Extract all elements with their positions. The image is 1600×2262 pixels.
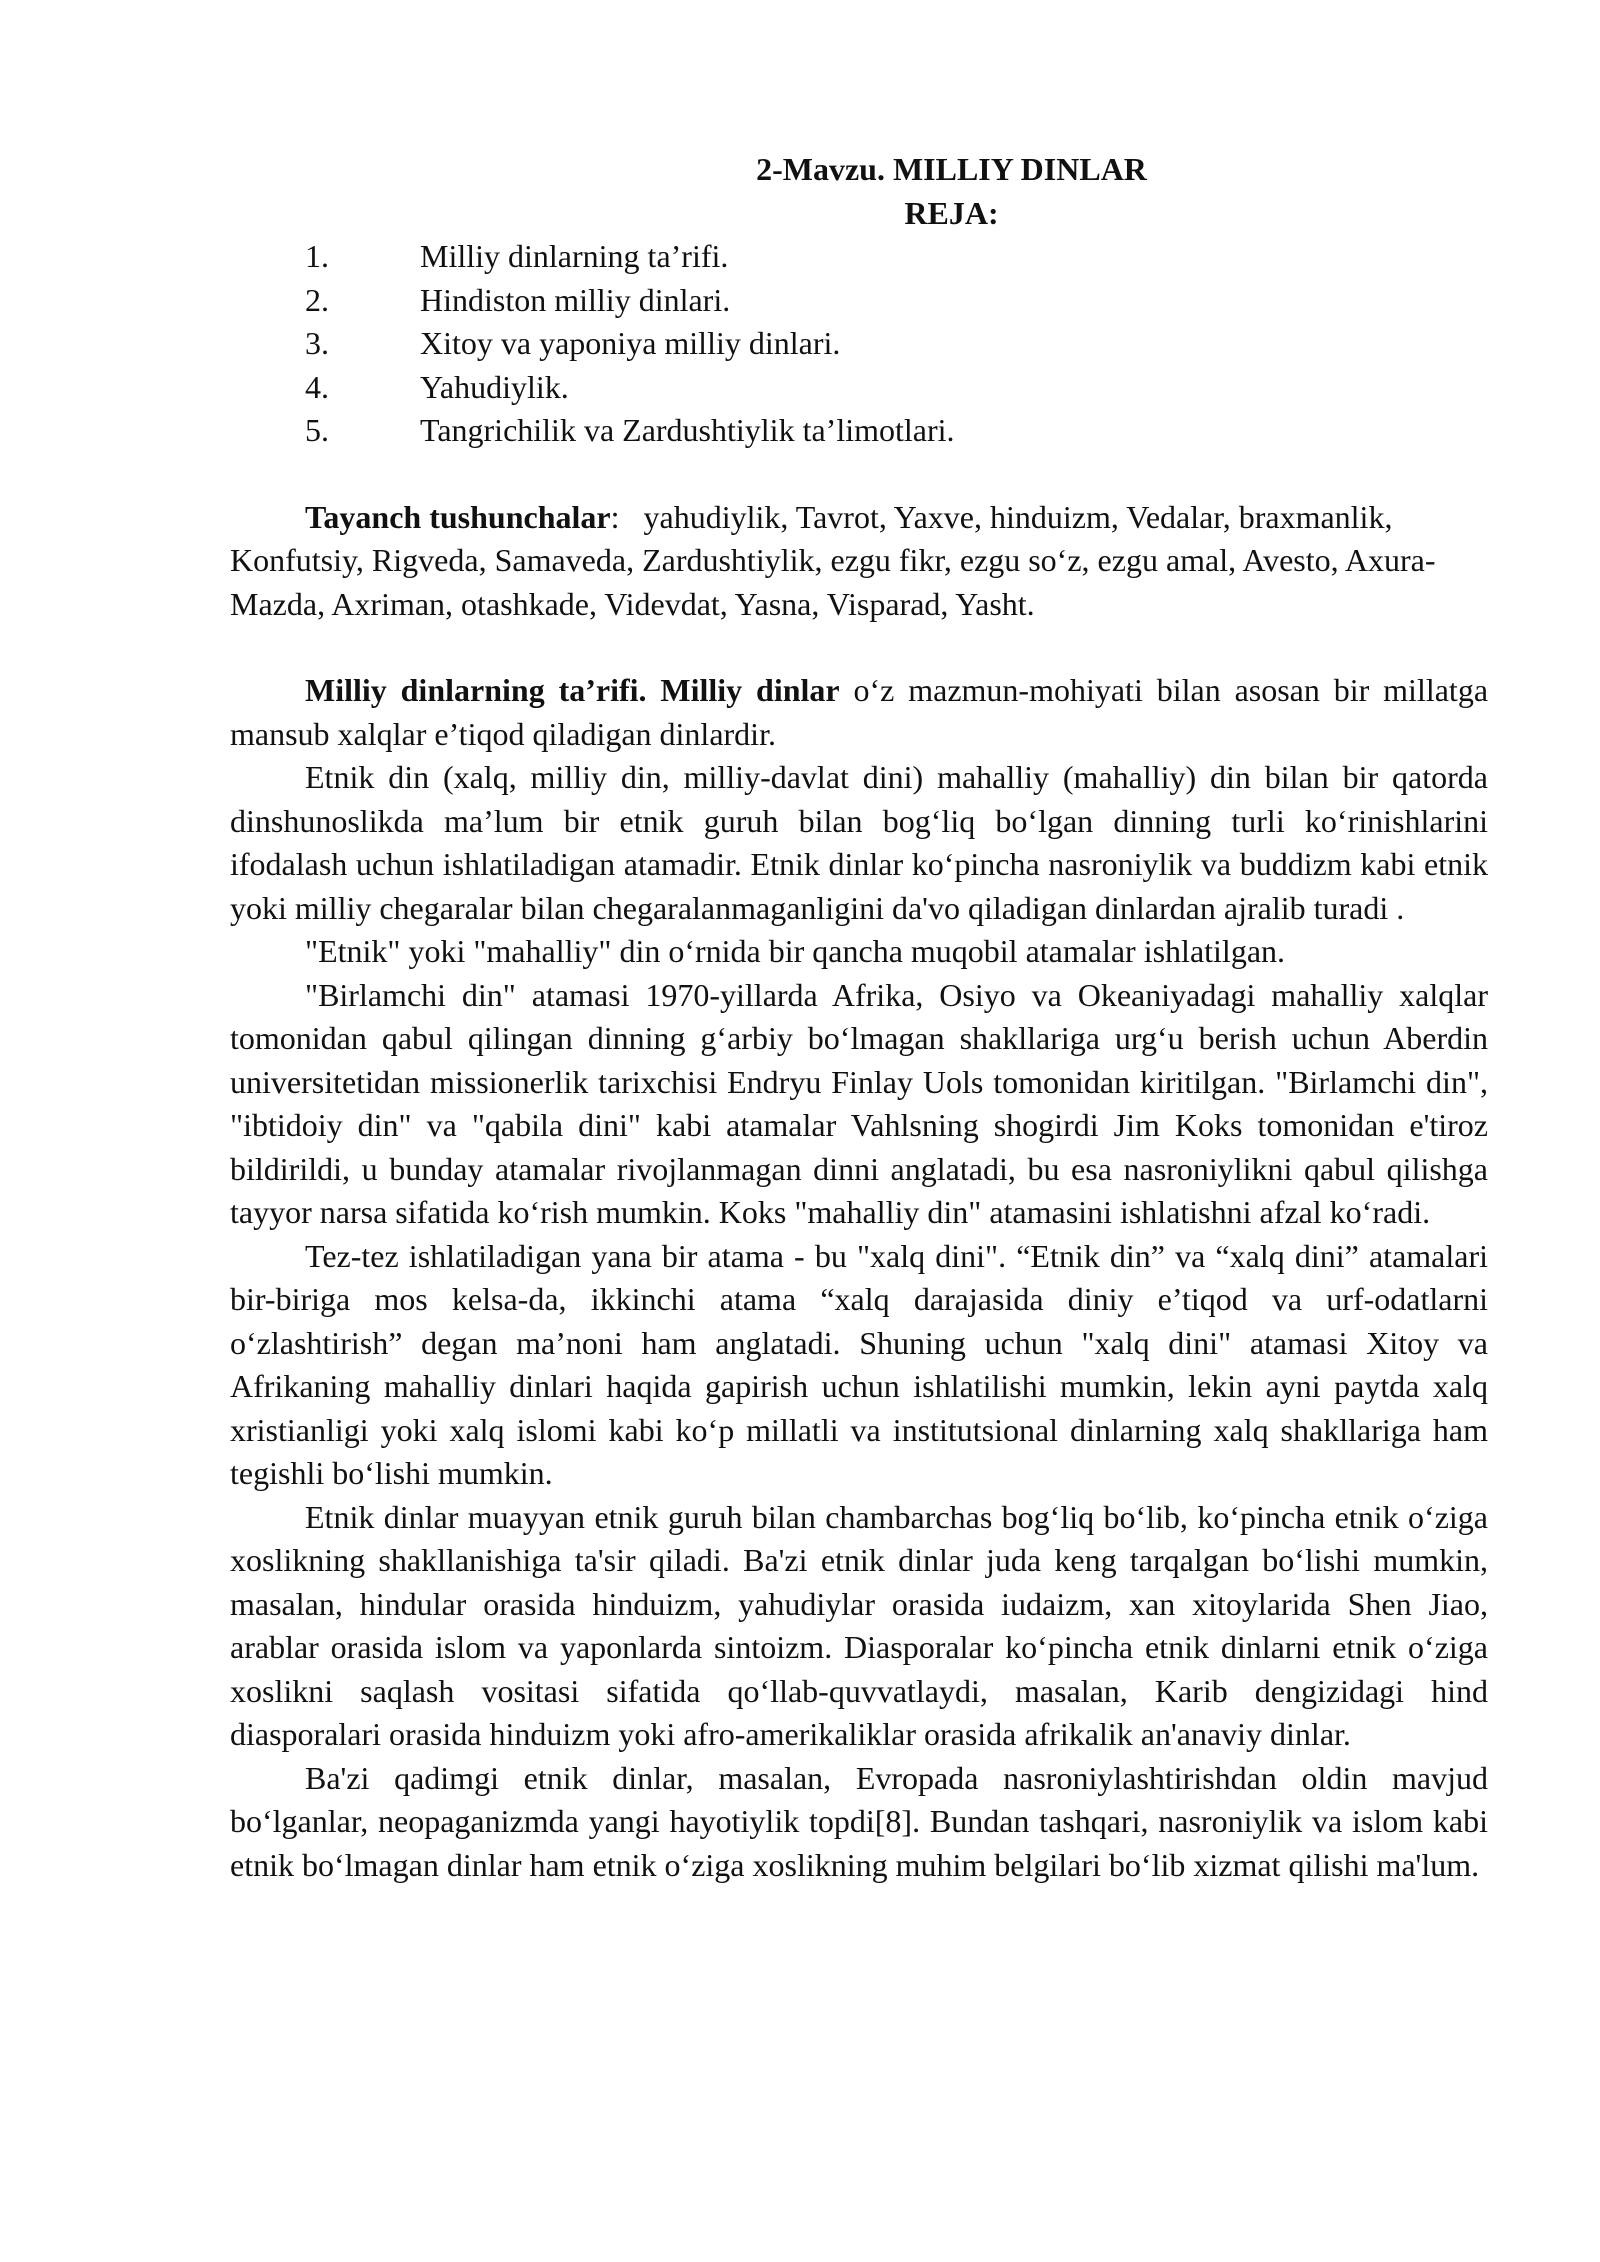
term-bold: Milliy dinlar [660,672,840,708]
list-item: 4. Yahudiylik. [305,368,569,405]
body-paragraph: Ba'zi qadimgi etnik dinlar, masalan, Evropada nasroniylashtirishdan oldin mavjud bo‘lganlar, neopaganizmda yangi hayotiylik topdi[8]. Bundan tashqari, nasroniylik va islom kabi etnik bo‘lmagan dinlar ham etnik o‘ziga xoslikning muhim belgilari bo‘lib xizmat qilishi ma'lum. [230,1759,1488,1883]
section-heading: Milliy dinlarning ta’rifi. [305,672,647,708]
list-item: 3. Xitoy va yaponiya milliy dinlari. [305,325,841,361]
document-title: 2-Mavzu. MILLIY DINLAR [756,151,1147,187]
intro-paragraph: Milliy dinlarning ta’rifi. Milliy dinlar o‘z mazmun-mohiyati bilan asosan bir millatga mansub xalqlar e’tiqod qiladigan dinlardir. [230,672,1489,752]
body-paragraph: Etnik din (xalq, milliy din, milliy-davlat dini) mahalliy (mahalliy) din bilan bir qatorda dinshunoslikda ma’lum bir etnik guruh bilan bog‘liq bo‘lgan dinning turli ko‘rinishlarini ifodalash uchun ishlatiladigan atamadir. Etnik dinlar ko‘pincha nasroniylik va buddizm kabi etnik yoki milliy chegaralar bilan chegaralanmaganligini da'vo qiladigan dinlardan ajralib turadi . [230,759,1488,926]
body-paragraph: "Etnik" yoki "mahalliy" din o‘rnida bir qancha muqobil atamalar ishlatilgan. [305,933,1286,969]
document-page [230,148,1488,1887]
keywords-label: Tayanch tushunchalar [305,498,611,535]
keywords-paragraph: Tayanch tushunchalar: yahudiylik, Tavrot, Yaxve, hinduizm, Vedalar, braxmanlik, Konfutsiy, Rigveda, Samaveda, Zardushtiylik, ezgu fikr, ezgu so‘z, ezgu amal, Avesto, Axura-Mazda, Axriman, otashkade, Videvdat, Yasna, Visparad, Yasht. [230,498,1436,622]
keywords-text: yahudiylik, Tavrot, Yaxve, hinduizm, Vedalar, braxmanlik, Konfutsiy, Rigveda, Samaveda, Zardushtiylik, ezgu fikr, ezgu so‘z, ezgu amal, Avesto, Axura-Mazda, Axriman, otashkade, Videvdat, Yasna, Visparad, Yasht. [230,498,1436,622]
body-paragraph: Etnik dinlar muayyan etnik guruh bilan chambarchas bog‘liq bo‘lib, ko‘pincha etnik o‘ziga xoslikning shakllanishiga ta'sir qiladi. Ba'zi etnik dinlar juda keng tarqalgan bo‘lishi mumkin, masalan, hindular orasida hinduizm, yahudiylar orasida iudaizm, xan xitoylarida Shen Jiao, arablar orasida islom va yaponlarda sintoizm. Diasporalar ko‘pincha etnik dinlarni etnik o‘ziga xoslikni saqlash vositasi sifatida qo‘llab-quvvatlaydi, masalan, Karib dengizidagi hind diasporalari orasida hinduizm yoki afro-amerikaliklar orasida afrikalik an'anaviy dinlar. [230,1498,1488,1752]
body-paragraph: "Birlamchi din" atamasi 1970-yillarda Afrika, Osiyo va Okeaniyadagi mahalliy xalqlar tomonidan qabul qilingan dinning g‘arbiy bo‘lmagan shakllariga urg‘u berish uchun Aberdin universitetidan missionerlik tarixchisi Endryu Finlay Uols tomonidan kiritilgan. "Birlamchi din", "ibtidoiy din" va "qabila dini" kabi atamalar Vahlsning shogirdi Jim Koks tomonidan e'tiroz bildirildi, u bunday atamalar rivojlanmagan dinni anglatadi, bu esa nasroniylikni qabul qilishga tayyor narsa sifatida ko‘rish mumkin. Koks "mahalliy din" atamasini ishlatishni afzal ko‘radi. [230,976,1488,1230]
list-item: 5. Tangrichilik va Zardushtiylik ta’limotlari. [305,412,955,448]
plan-heading: REJA: [904,194,999,231]
plan-list [230,235,1488,453]
list-item: 2. Hindiston milliy dinlari. [305,281,731,318]
body-paragraph: Tez-tez ishlatiladigan yana bir atama - bu "xalq dini". “Etnik din” va “xalq dini” atamalari bir-biriga mos kelsa-da, ikkinchi atama “xalq darajasida diniy e’tiqod va urf-odatlarni o‘zlashtirish” degan ma’noni ham anglatadi. Shuning uchun "xalq dini" atamasi Xitoy va Afrikaning mahalliy dinlari haqida gapirish uchun ishlatilishi mumkin, lekin ayni paytda xalq xristianligi yoki xalq islomi kabi ko‘p millatli va institutsional dinlarning xalq shakllariga ham tegishli bo‘lishi mumkin. [230,1237,1488,1491]
list-item: 1. Milliy dinlarning ta’rifi. [305,238,729,274]
